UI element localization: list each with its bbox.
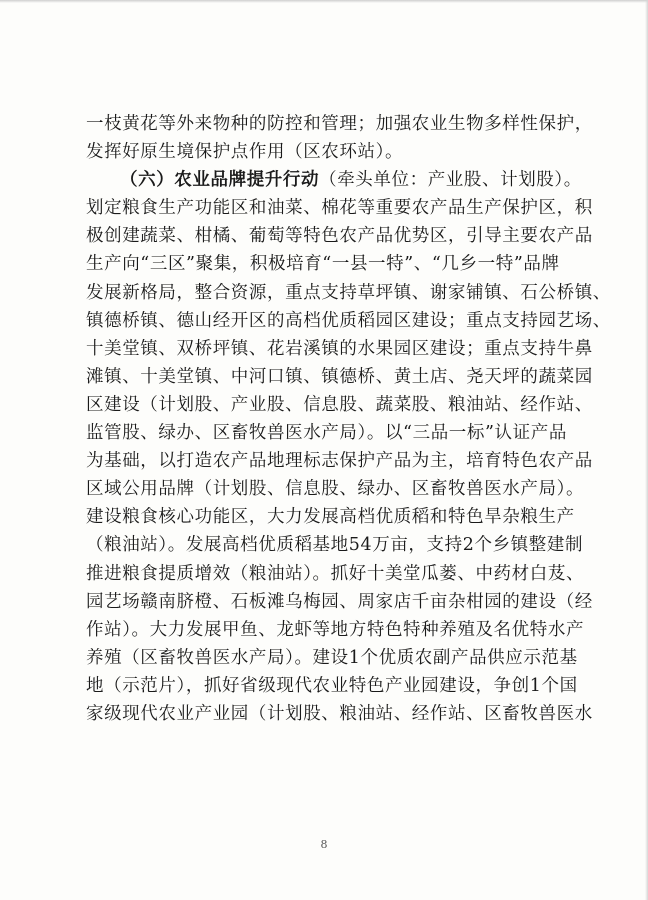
body-line: 区域公用品牌（计划股、信息股、绿办、区畜牧兽医水产局）。 [86,479,585,500]
body-line: 滩镇、十美堂镇、中河口镇、镇德桥、黄土店、尧天坪的蔬菜园 [86,366,593,387]
body-line: 建设粮食核心功能区，大力发展高档优质稻和特色旱杂粮生产 [86,507,575,528]
body-line: 一枝黄花等外来物种的防控和管理；加强农业生物多样性保护， [86,114,593,134]
body-line: （粮油站）。发展高档优质稻基地54万亩，支持2个乡镇整建制 [86,535,584,556]
body-line: 镇德桥镇、德山经开区的高档优质稻园区建设；重点支持园艺场、 [86,310,611,331]
body-line: 养殖（区畜牧兽医水产局）。建设1个优质农副产品供应示范基 [86,647,578,668]
body-line: 作站）。大力发展甲鱼、龙虾等地方特色特种养殖及名优特水产 [86,619,585,640]
body-line: 划定粮食生产功能区和油菜、棉花等重要农产品生产保护区，积 [86,198,593,219]
body-line: 发展新格局，整合资源，重点支持草坪镇、谢家铺镇、石公桥镇、 [86,282,611,303]
section-heading: （六）农业品牌提升行动 [120,170,320,191]
body-line: 十美堂镇、双桥坪镇、花岩溪镇的水果园区建设；重点支持牛鼻 [86,338,593,359]
section-heading-line [86,166,582,194]
body-line: 地（示范片），抓好省级现代农业特色产业园建设，争创1个国 [86,675,578,696]
body-line: 推进粮食提质增效（粮油站）。抓好十美堂瓜蒌、中药材白芨、 [86,563,585,584]
body-line: 为基础，以打造农产品地理标志保护产品为主，培育特色农产品 [86,451,593,472]
body-line: 园艺场赣南脐橙、石板滩乌梅园、周家店千亩杂柑园的建设（经 [86,591,593,612]
scan-edge-top [0,0,648,3]
body-line: 发挥好原生境保护点作用（区农环站）。 [86,142,404,163]
document-body [86,110,611,728]
body-line: 生产向“三区”聚集，积极培育“一县一特”、“几乡一特”品牌 [86,254,560,275]
body-line: 极创建蔬菜、柑橘、葡萄等特色农产品优势区，引导主要农产品 [86,226,593,247]
body-line: 家级现代农业产业园（计划股、粮油站、经作站、区畜牧兽医水 [86,703,593,724]
page-number: 8 [320,838,328,851]
section-lead-units: （牵头单位：产业股、计划股）。 [319,170,582,191]
body-line: 区建设（计划股、产业股、信息股、蔬菜股、粮油站、经作站、 [86,394,593,415]
body-line: 监管股、绿办、区畜牧兽医水产局）。以“三品一标”认证产品 [86,423,567,444]
